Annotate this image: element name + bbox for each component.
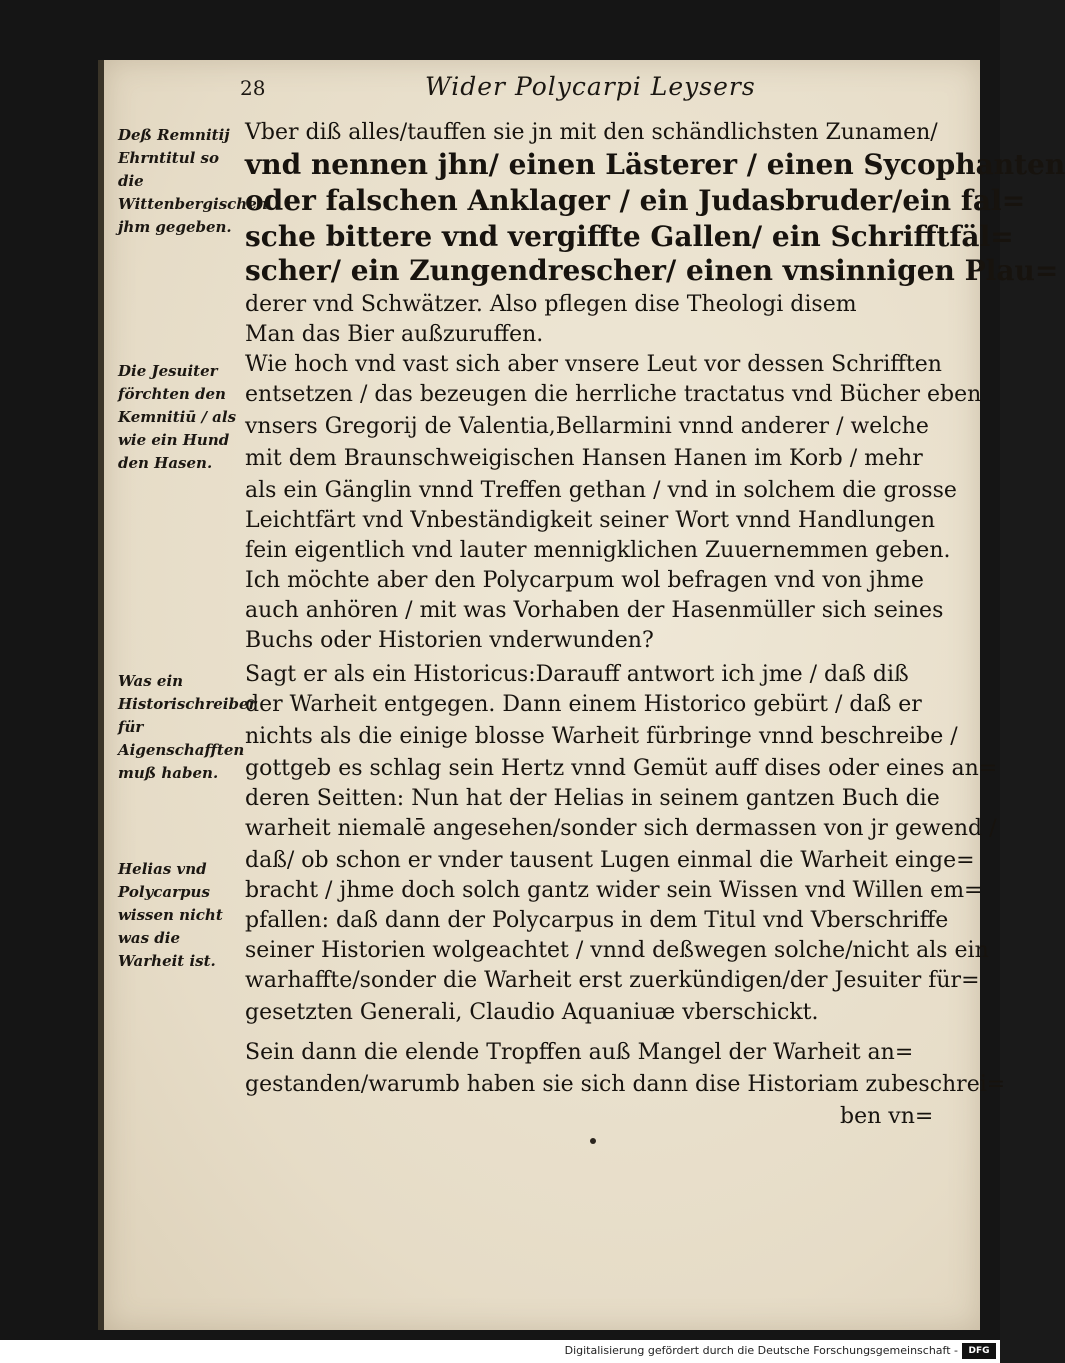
body-line: Buchs oder Historien vnderwunden? [245, 628, 654, 653]
body-line: Vber diß alles/tauffen sie jn mit den schändlichsten Zunamen/ [245, 120, 938, 145]
body-line: sche bittere vnd vergiffte Gallen/ ein Schrifftfäl= [245, 220, 1014, 253]
body-line: derer vnd Schwätzer. Also pflegen dise Theologi disem [245, 292, 857, 317]
margin-note: Helias vnd Polycarpus wissen nicht was die Warheit ist. [118, 860, 223, 970]
dfg-logo: DFG [962, 1343, 996, 1359]
body-line: fein eigentlich vnd lauter mennigklichen Zuuernemmen geben. [245, 538, 951, 563]
body-line: nichts als die einige blosse Warheit fürbringe vnnd beschreibe / [245, 724, 958, 749]
body-line: Ich möchte aber den Polycarpum wol befragen vnd von jhme [245, 568, 924, 593]
digitization-footer [0, 1340, 1000, 1363]
body-line: seiner Historien wolgeachtet / vnnd deßwegen solche/nicht als ein [245, 938, 989, 963]
body-line: warheit niemalē angesehen/sonder sich dermassen von jr gewend / [245, 816, 997, 841]
catchword: ben vn= [840, 1104, 934, 1129]
page-header [240, 72, 940, 108]
body-line: gesetzten Generali, Claudio Aquaniuæ vberschickt. [245, 1000, 819, 1025]
body-line: vnsers Gregorij de Valentia,Bellarmini vnnd anderer / welche [245, 414, 929, 439]
body-line: Leichtfärt vnd Vnbeständigkeit seiner Wort vnnd Handlungen [245, 508, 936, 533]
footer-credit: Digitalisierung gefördert durch die Deutsche Forschungsgemeinschaft - [564, 1344, 958, 1357]
running-title: Wider Polycarpi Leysers [425, 72, 756, 101]
page-number: 28 [240, 76, 266, 100]
body-line: oder falschen Anklager / ein Judasbruder/ein fal= [245, 184, 1026, 217]
body-line: der Warheit entgegen. Dann einem Historico gebürt / daß er [245, 692, 922, 717]
body-line: vnd nennen jhn/ einen Lästerer / einen Sycophanten [245, 148, 1065, 181]
body-line: pfallen: daß dann der Polycarpus in dem Titul vnd Vberschriffe [245, 908, 949, 933]
body-line: gottgeb es schlag sein Hertz vnnd Gemüt auff dises oder eines an= [245, 756, 998, 781]
body-line: auch anhören / mit was Vorhaben der Hasenmüller sich seines [245, 598, 944, 623]
body-line: scher/ ein Zungendrescher/ einen vnsinnigen Plau= [245, 254, 1059, 287]
body-line: Wie hoch vnd vast sich aber vnsere Leut vor dessen Schrifften [245, 352, 942, 377]
body-line: bracht / jhme doch solch gantz wider sein Wissen vnd Willen em= [245, 878, 983, 903]
body-line: entsetzen / das bezeugen die herrliche tractatus vnd Bücher eben [245, 382, 982, 407]
body-line: daß/ ob schon er vnder tausent Lugen einmal die Warheit einge= [245, 848, 975, 873]
body-line: warhaffte/sonder die Warheit erst zuerkündigen/der Jesuiter für= [245, 968, 980, 993]
body-line: gestanden/warumb haben sie sich dann dise Historiam zubeschrei= [245, 1072, 1006, 1097]
body-line: Sagt er als ein Historicus:Darauff antwort ich jme / daß diß [245, 662, 909, 687]
body-line: Man das Bier außzuruffen. [245, 322, 544, 347]
body-line: Sein dann die elende Tropffen auß Mangel der Warheit an= [245, 1040, 914, 1065]
body-line: mit dem Braunschweigischen Hansen Hanen im Korb / mehr [245, 446, 923, 471]
body-line: als ein Gänglin vnnd Treffen gethan / vnd in solchem die grosse [245, 478, 957, 503]
margin-note: Die Jesuiter förchten den Kemnitiū / als wie ein Hund den Hasen. [118, 362, 237, 472]
body-line: deren Seitten: Nun hat der Helias in seinem gantzen Buch die [245, 786, 940, 811]
margin-note: Was ein Historischreiber für Aigenschafften muß haben. [118, 672, 257, 782]
ink-speck [590, 1138, 596, 1144]
margin-note: Deß Remnitij Ehrntitul so die Wittenbergischen jhm gegeben. [118, 126, 268, 236]
